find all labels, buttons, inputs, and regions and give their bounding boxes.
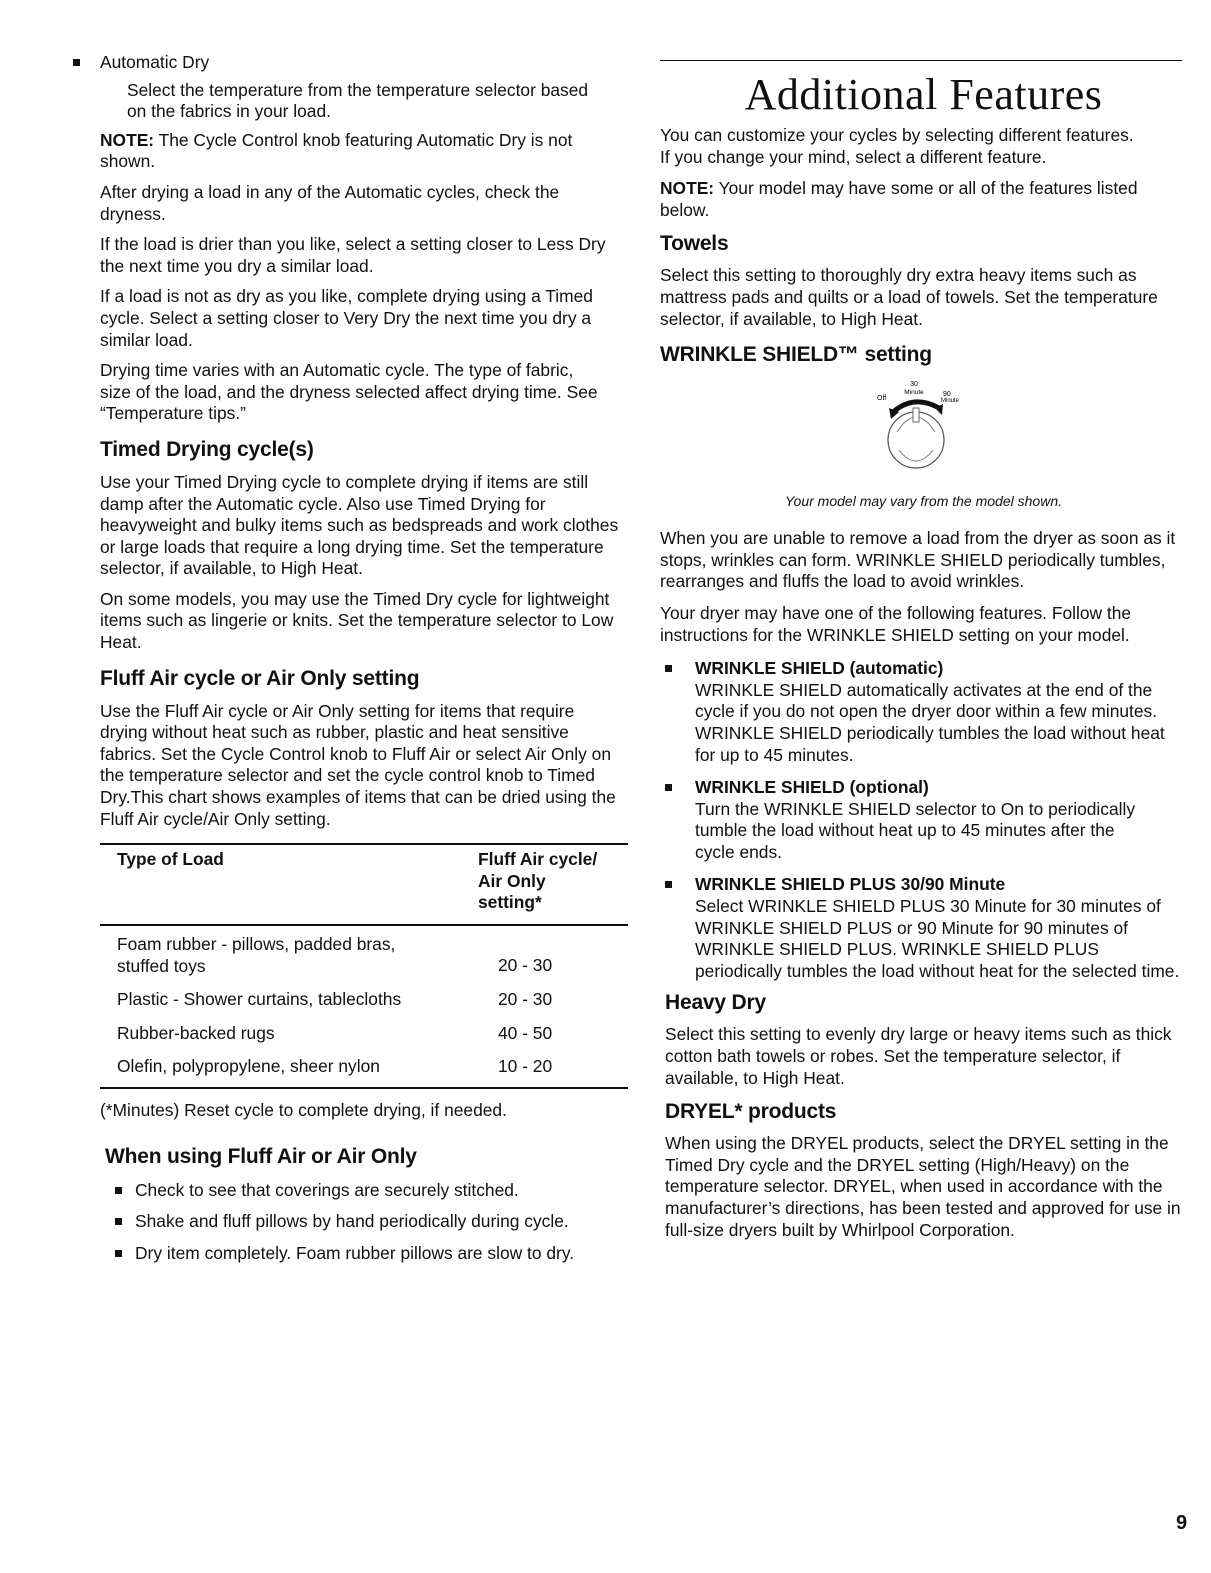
list-item: [100, 1180, 630, 1202]
bullet-icon: [665, 881, 672, 888]
wrinkle-para2: Your dryer may have one of the following features. Follow the instructions for the WRINKLE SHIELD setting on your model.: [660, 602, 1132, 645]
timed-drying-heading: Timed Drying cycle(s): [100, 437, 314, 461]
table-bottom-rule: [100, 1087, 628, 1089]
features-note: [660, 178, 1187, 221]
bullet-icon: [115, 1250, 122, 1257]
dial-label-minute: Minute: [903, 389, 924, 397]
when-using-list: [100, 1180, 630, 1265]
note-text: The Cycle Control knob featuring Automatic Dry is not shown.: [100, 129, 573, 172]
feature-text: Select WRINKLE SHIELD PLUS 30 Minute for 30 minutes of WRINKLE SHIELD PLUS or 90 Minute for 90 minutes of WRINKLE SHIELD PLUS. WRINKLE SHIELD PLUS periodically tumbles the load without heat for the selected time.: [695, 896, 1180, 981]
table-cell-load-line1: Foam rubber - pillows, padded bras,: [117, 934, 396, 954]
list-item: [100, 1243, 630, 1265]
list-item-text: Dry item completely. Foam rubber pillows are slow to dry.: [135, 1242, 575, 1263]
list-item: [660, 658, 1187, 766]
para-check-dryness: After drying a load in any of the Automatic cycles, check the dryness.: [100, 181, 560, 224]
towels-heading: Towels: [660, 232, 729, 256]
table-header: [100, 845, 628, 924]
table-cell-load: [117, 934, 498, 977]
page-number: 9: [1176, 1512, 1188, 1534]
timed-drying-para2: On some models, you may use the Timed Dry cycle for lightweight items such as lingerie or knits. Set the temperature selector to Low Heat.: [100, 588, 614, 653]
towels-para: Select this setting to thoroughly dry extra heavy items such as mattress pads and quilts or a load of towels. Set the temperature selector, if available, to High Heat.: [660, 265, 1158, 329]
table-row: [100, 989, 628, 1011]
wrinkle-features-list: [660, 658, 1187, 982]
list-item: [100, 1211, 630, 1233]
table-row: [100, 1056, 628, 1078]
right-column: [660, 0, 1187, 1241]
note-label: NOTE:: [660, 178, 715, 199]
list-item: [660, 777, 1187, 863]
bullet-icon: [665, 665, 672, 672]
feature-text: WRINKLE SHIELD automatically activates at the end of the cycle if you do not open the dryer door within a few minutes. WRINKLE SHIELD periodically tumbles the load without heat for up to 45 minutes.: [695, 679, 1165, 765]
note-text: Your model may have some or all of the features listed below.: [660, 178, 1138, 220]
table-cell-minutes: 10 - 20: [498, 1056, 553, 1077]
table-cell-minutes: 40 - 50: [498, 1022, 553, 1043]
col-type-of-load: Type of Load: [117, 849, 224, 870]
table-cell-minutes: 20 - 30: [498, 955, 553, 975]
heavy-dry-heading: Heavy Dry: [665, 991, 766, 1015]
col-fluff-air-line3: setting*: [478, 892, 542, 913]
list-item-text: Shake and fluff pillows by hand periodically during cycle.: [135, 1211, 569, 1232]
table-cell-minutes: 20 - 30: [498, 989, 553, 1010]
table-footnote: (*Minutes) Reset cycle to complete drying, if needed.: [100, 1099, 507, 1120]
feature-title: WRINKLE SHIELD PLUS 30/90 Minute: [695, 874, 1006, 895]
note-cycle-control: [100, 130, 630, 173]
bullet-icon: [115, 1218, 122, 1225]
fluff-air-table: [100, 843, 628, 1089]
dial-label-minute-90: Minute: [940, 398, 959, 405]
auto-dry-text: Select the temperature from the temperature selector based on the fabrics in your load.: [127, 79, 589, 122]
auto-dry-item: [73, 52, 603, 74]
list-item-text: Check to see that coverings are securely stitched.: [135, 1179, 519, 1200]
list-item: [660, 874, 1187, 982]
dial-label-90: 90: [942, 391, 951, 399]
table-cell-load-line2: stuffed toys: [117, 955, 206, 976]
dial-label-off: Off: [876, 395, 886, 403]
table-row: [100, 1023, 628, 1045]
table-cell-load: Plastic - Shower curtains, tablecloths: [117, 989, 402, 1010]
fluff-air-heading: Fluff Air cycle or Air Only setting: [100, 666, 420, 690]
page-title: Additional Features: [744, 70, 1103, 119]
wrinkle-shield-dial-icon: [849, 372, 999, 482]
para-very-dry: If a load is not as dry as you like, complete drying using a Timed cycle. Select a setting closer to Very Dry the next time you dry a similar load.: [100, 286, 593, 350]
intro-para: You can customize your cycles by selecting different features. If you change your mind, select a different feature.: [660, 125, 1134, 167]
left-column: [100, 0, 630, 1264]
wrinkle-para1: When you are unable to remove a load from the dryer as soon as it stops, wrinkles can form. WRINKLE SHIELD periodically tumbles, rearranges and fluffs the load to avoid wrinkles.: [660, 528, 1176, 592]
table-cell-load: Rubber-backed rugs: [117, 1022, 275, 1043]
dial-pointer: [913, 408, 919, 422]
auto-dry-heading: Automatic Dry: [100, 52, 210, 72]
para-less-dry: If the load is drier than you like, select a setting closer to Less Dry the next time you dry a similar load.: [100, 234, 606, 276]
feature-title: WRINKLE SHIELD (automatic): [695, 658, 944, 679]
wrinkle-shield-heading: WRINKLE SHIELD™ setting: [660, 343, 932, 367]
dryel-heading: DRYEL* products: [665, 1100, 837, 1124]
dryel-para: When using the DRYEL products, select the DRYEL setting in the Timed Dry cycle and the DRYEL setting (High/Heavy) on the temperature selector. DRYEL, when used in accordance with the manufacturer’s directions, has been tested and approved for use in full-size dryers built by Whirlpool Corporation.: [665, 1133, 1181, 1240]
timed-drying-para1: Use your Timed Drying cycle to complete drying if items are still damp after the Automatic cycle. Also use Timed Drying for heavyweight and bulky items such as bedspreads and work clothes or large loads that require a long drying time. Set the temperature selector, if available, to High Heat.: [100, 471, 619, 579]
feature-title: WRINKLE SHIELD (optional): [695, 777, 929, 798]
fluff-air-para: Use the Fluff Air cycle or Air Only setting for items that require drying without heat such as rubber, plastic and heat sensitive fabrics. Set the Cycle Control knob to Fluff Air or select Air Only on the temperature selector and set the cycle control knob to Timed Dry.This chart shows examples of items that can be dried using the Fluff Air cycle/Air Only setting.: [100, 700, 616, 829]
table-cell-load: Olefin, polypropylene, sheer nylon: [117, 1056, 380, 1077]
when-using-heading: When using Fluff Air or Air Only: [105, 1144, 417, 1168]
bullet-icon: [73, 59, 80, 66]
heavy-dry-para: Select this setting to evenly dry large or heavy items such as thick cotton bath towels or robes. Set the temperature selector, if available, to High Heat.: [665, 1024, 1172, 1088]
bullet-icon: [665, 784, 672, 791]
dial-label-30: 30: [909, 381, 918, 389]
table-row: [100, 934, 628, 977]
col-fluff-air: [478, 849, 628, 914]
col-fluff-air-line1: Fluff Air cycle/: [478, 849, 598, 870]
dial-knob-shade: [899, 450, 933, 461]
para-drying-time: Drying time varies with an Automatic cycle. The type of fabric, size of the load, and the dryness selected affect drying time. See “Temperature tips.”: [100, 360, 598, 424]
dial-caption: Your model may vary from the model shown.: [784, 493, 1062, 510]
col-fluff-air-line2: Air Only: [478, 870, 546, 891]
bullet-icon: [115, 1187, 122, 1194]
feature-text: Turn the WRINKLE SHIELD selector to On to periodically tumble the load without heat up to 45 minutes after the cycle ends.: [695, 798, 1136, 862]
note-label: NOTE:: [100, 129, 155, 150]
